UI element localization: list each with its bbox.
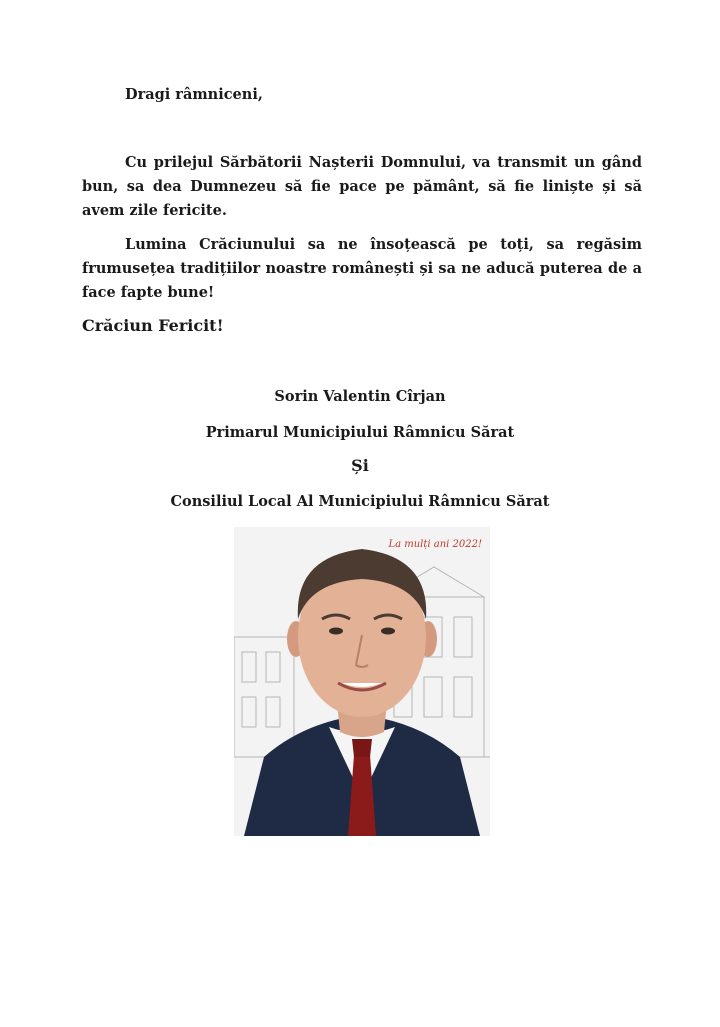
signature-council: Consiliul Local Al Municipiului Râmnicu Sărat — [170, 493, 550, 510]
letter-paragraph-1: Cu prilejul Sărbătorii Nașterii Domnului, va transmit un gând bun, sa dea Dumnezeu să fie pace pe pământ, să fie liniște și să avem zile fericite. — [82, 154, 642, 219]
letter-closing: Crăciun Fericit! — [82, 316, 224, 335]
letter-greeting: Dragi râmniceni, — [125, 86, 263, 103]
letter-paragraph-2: Lumina Crăciunului sa ne însoțească pe toți, sa regăsim frumusețea tradițiilor noastre românești și sa ne aducă puterea de a face fapte bune! — [82, 236, 642, 301]
signature-role: Primarul Municipiului Râmnicu Sărat — [205, 424, 515, 441]
portrait-illustration — [234, 527, 490, 836]
signature-conjunction: Și — [351, 456, 369, 475]
portrait-photo — [234, 527, 490, 836]
photo-caption: La mulți ani 2022! — [388, 539, 482, 550]
signature-name: Sorin Valentin Cîrjan — [274, 388, 446, 405]
